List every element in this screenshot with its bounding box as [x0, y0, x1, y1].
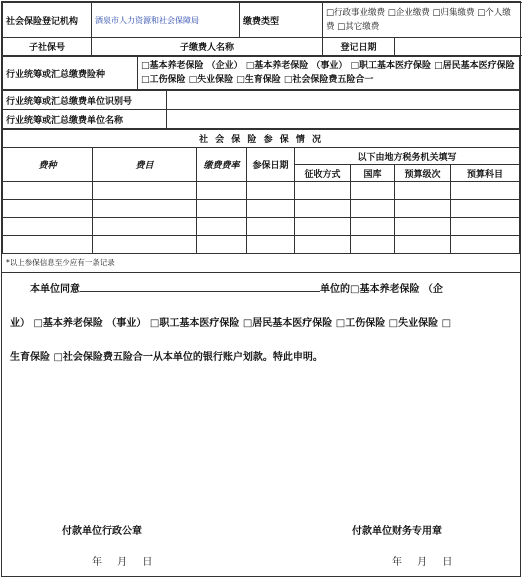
header-table — [2, 2, 522, 56]
org-value[interactable]: 酒泉市人力资源和社会保障局 — [92, 3, 240, 38]
col-collection-method: 征收方式 — [295, 165, 351, 182]
declaration-part3: 业） □基本养老保险 （事业） □职工基本医疗保险 □居民基本医疗保险 □工伤保险 □失业保险 □ — [10, 307, 512, 341]
date-left: 年 月 日 — [92, 553, 152, 568]
org-label: 社会保险登记机构 — [3, 3, 92, 38]
sub-no-label: 子社保号 — [3, 38, 92, 56]
declaration-part1: 本单位同意 — [30, 284, 80, 295]
registration-form — [1, 1, 521, 577]
col-budget-level: 预算级次 — [395, 165, 451, 182]
industry-types-label: 行业统筹或汇总缴费险种 — [3, 57, 138, 90]
table-row[interactable] — [3, 182, 520, 200]
date-right: 年 月 日 — [392, 553, 452, 568]
record-note: *以上参保信息至少应有一条记录 — [2, 254, 520, 273]
col-budget-subject: 预算科目 — [451, 165, 520, 182]
tax-header: 以下由地方税务机关填写 — [295, 148, 520, 165]
declaration — [2, 273, 520, 375]
finance-seal-label: 付款单位财务专用章 — [352, 522, 442, 537]
col-treasury: 国库 — [351, 165, 395, 182]
col-insured-date: 参保日期 — [247, 148, 295, 182]
col-fee-item: 费目 — [93, 148, 197, 182]
col-fee-rate: 缴费费率 — [197, 148, 247, 182]
insured-table — [2, 129, 520, 254]
insured-section-title: 社 会 保 险 参 保 情 况 — [3, 130, 520, 148]
table-row[interactable] — [3, 218, 520, 236]
admin-seal-label: 付款单位行政公章 — [62, 522, 142, 537]
industry-name-field[interactable] — [167, 110, 520, 129]
table-row[interactable] — [3, 200, 520, 218]
col-fee-type: 费种 — [3, 148, 93, 182]
pay-type-options[interactable]: □行政事业缴费 □企业缴费 □归集缴费 □个人缴费 □其它缴费 — [323, 3, 522, 38]
industry-types-options[interactable]: □基本养老保险 （企业） □基本养老保险 （事业） □职工基本医疗保险 □居民基本医疗保险 □工伤保险 □失业保险 □生育保险 □社会保险费五险合一 — [138, 57, 520, 90]
industry-id-label: 行业统筹或汇总缴费单位识别号 — [3, 91, 167, 110]
industry-id-field[interactable] — [167, 91, 520, 110]
industry-name-label: 行业统筹或汇总缴费单位名称 — [3, 110, 167, 129]
declaration-part4: 生育保险 □社会保险费五险合一从本单位的银行账户划款。特此申明。 — [10, 341, 512, 375]
reg-date-label: 登记日期 — [323, 38, 395, 56]
industry-id-table — [2, 90, 520, 129]
sub-payer-label: 子缴费人名称 — [92, 38, 323, 56]
unit-name-field[interactable] — [80, 279, 320, 292]
declaration-part2: 单位的□基本养老保险 （企 — [320, 284, 443, 295]
industry-table — [2, 56, 520, 90]
pay-type-label: 缴费类型 — [240, 3, 323, 38]
reg-date-field[interactable] — [395, 38, 522, 56]
table-row[interactable] — [3, 236, 520, 254]
